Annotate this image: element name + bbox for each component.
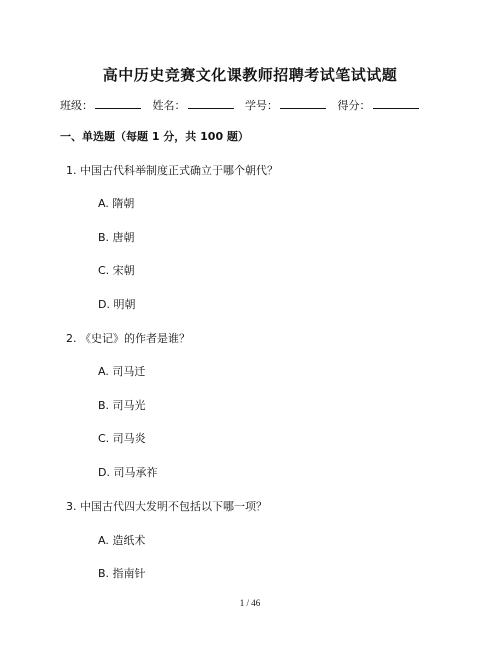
student-info-line	[60, 97, 427, 113]
score-blank	[373, 98, 419, 109]
question-3-option-b: B. 指南针	[98, 567, 146, 580]
score-label: 得分：	[337, 99, 371, 112]
question-1-option-d: D. 明朝	[98, 298, 136, 311]
class-blank	[95, 98, 141, 109]
question-3: 3. 中国古代四大发明不包括以下哪一项？	[66, 500, 267, 513]
question-1-option-b: B. 唐朝	[98, 231, 135, 244]
name-label: 姓名：	[152, 99, 186, 112]
student-id-blank	[280, 98, 326, 109]
page-number: 1 / 46	[239, 598, 261, 608]
question-3-option-a: A. 造纸术	[98, 534, 146, 547]
student-id-label: 学号：	[245, 99, 278, 112]
name-blank	[188, 98, 234, 109]
question-1-option-a: A. 隋朝	[98, 197, 135, 210]
page-title: 高中历史竞赛文化课教师招聘考试笔试试题	[102, 66, 398, 84]
question-1-option-c: C. 宋朝	[98, 264, 135, 277]
question-2: 2. 《史记》的作者是谁？	[66, 332, 190, 345]
question-2-option-a: A. 司马迁	[98, 365, 146, 378]
question-2-option-c: C. 司马炎	[98, 432, 146, 445]
section-heading: 一、单选题（每题 1 分，共 100 题）	[60, 130, 249, 143]
question-2-option-b: B. 司马光	[98, 399, 146, 412]
question-1: 1. 中国古代科举制度正式确立于哪个朝代？	[66, 164, 278, 177]
question-2-option-d: D. 司马承祚	[98, 466, 158, 479]
class-label: 班级：	[60, 99, 93, 112]
